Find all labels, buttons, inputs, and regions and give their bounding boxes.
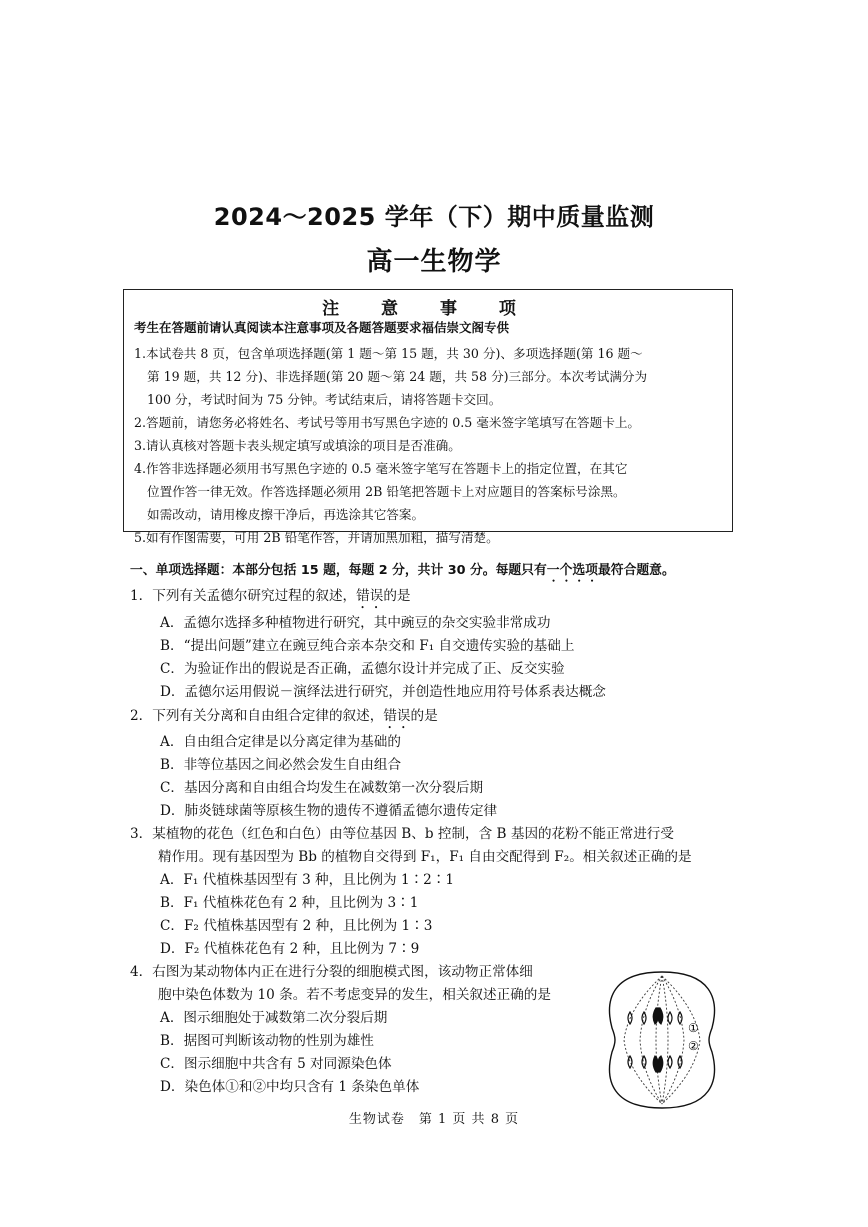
notice-item: 2.答题前，请您务必将姓名、考试号等用书写黑色字迹的 0.5 毫米签字笔填写在答题卡上。 bbox=[134, 415, 641, 430]
label-2: ② bbox=[688, 1039, 699, 1053]
question-3-stem-line2: 精作用。现有基因型为 Bb 的植物自交得到 F₁，F₁ 自由交配得到 F₂。相关叙述正确的是 bbox=[158, 849, 692, 865]
chromosomes-lower bbox=[628, 1056, 682, 1072]
q2-option-d: D．肺炎链球菌等原核生物的遗传不遵循孟德尔遗传定律 bbox=[160, 803, 498, 819]
question-4-stem-line1: 4．右图为某动物体内正在进行分裂的细胞模式图，该动物正常体细 bbox=[130, 964, 533, 980]
q2-option-b: B．非等位基因之间必然会发生自由组合 bbox=[160, 757, 402, 773]
notice-item: 1.本试卷共 8 页，包含单项选择题(第 1 题～第 15 题，共 30 分)、多项选择题(第 16 题～ bbox=[134, 346, 643, 361]
label-1: ① bbox=[688, 1021, 699, 1035]
q1-option-c: C．为验证作出的假说是否正确，孟德尔设计并完成了正、反交实验 bbox=[160, 661, 565, 677]
page-footer: 生物试卷 第 1 页 共 8 页 bbox=[348, 1112, 520, 1127]
notice-item: 5.如有作图需要，可用 2B 铅笔作答，并请加黑加粗，描写清楚。 bbox=[134, 530, 499, 545]
question-2-stem: 2．下列有关分离和自由组合定律的叙述，错误的是 bbox=[130, 708, 438, 724]
notice-subheading: 考生在答题前请认真阅读本注意事项及各题答题要求福佶崇文阁专供 bbox=[134, 320, 510, 335]
q3-option-a: A．F₁ 代植株基因型有 3 种，且比例为 1∶2∶1 bbox=[160, 872, 455, 888]
question-1-stem: 1．下列有关孟德尔研究过程的叙述，错误的是 bbox=[130, 588, 411, 604]
notice-box bbox=[123, 289, 733, 545]
exam-subject: 高一生物学 bbox=[366, 247, 502, 277]
notice-item: 100 分，考试时间为 75 分钟。考试结束后，请将答题卡交回。 bbox=[147, 392, 502, 407]
cell-division-figure bbox=[600, 968, 724, 1112]
section-heading: 一、单项选择题：本部分包括 15 题，每题 2 分，共计 30 分。每题只有一个选项最符合题意。 bbox=[130, 563, 675, 578]
q1-option-b: B．“提出问题”建立在豌豆纯合亲本杂交和 F₁ 自交遗传实验的基础上 bbox=[160, 638, 575, 654]
notice-heading: 注 意 事 项 bbox=[322, 299, 534, 319]
exam-title: 2024～2025 学年（下）期中质量监测 bbox=[213, 203, 655, 231]
question-3-stem-line1: 3．某植物的花色（红色和白色）由等位基因 B、b 控制，含 B 基因的花粉不能正常进行受 bbox=[130, 826, 674, 842]
chromosomes-upper bbox=[628, 1008, 682, 1024]
q3-option-d: D．F₂ 代植株花色有 2 种，且比例为 7∶9 bbox=[160, 941, 420, 957]
q3-option-b: B．F₁ 代植株花色有 2 种，且比例为 3∶1 bbox=[160, 895, 419, 911]
q2-option-c: C．基因分离和自由组合均发生在减数第一次分裂后期 bbox=[160, 780, 484, 796]
q1-option-d: D．孟德尔运用假说－演绎法进行研究，并创造性地应用符号体系表达概念 bbox=[160, 684, 606, 700]
section-emphasis: 一个选项 bbox=[546, 563, 598, 578]
notice-item: 3.请认真核对答题卡表头规定填写或填涂的项目是否准确。 bbox=[134, 438, 461, 453]
q4-option-b: B．据图可判断该动物的性别为雄性 bbox=[160, 1033, 374, 1049]
notice-item: 位置作答一律无效。作答选择题必须用 2B 铅笔把答题卡上对应题目的答案标号涂黑。 bbox=[147, 484, 626, 499]
q1-option-a: A．孟德尔选择多种植物进行研究，其中豌豆的杂交实验非常成功 bbox=[160, 615, 551, 631]
q3-option-c: C．F₂ 代植株基因型有 2 种，且比例为 1∶3 bbox=[160, 918, 433, 934]
notice-item: 第 19 题，共 12 分)、非选择题(第 20 题～第 24 题，共 58 分)三部分。本次考试满分为 bbox=[147, 369, 648, 384]
notice-item: 4.作答非选择题必须用书写黑色字迹的 0.5 毫米签字笔写在答题卡上的指定位置，在其它 bbox=[134, 461, 628, 476]
q2-option-a: A．自由组合定律是以分离定律为基础的 bbox=[160, 734, 401, 750]
q4-option-d: D．染色体①和②中均只含有 1 条染色单体 bbox=[160, 1079, 420, 1095]
q4-option-a: A．图示细胞处于减数第二次分裂后期 bbox=[160, 1010, 388, 1026]
notice-item: 如需改动，请用橡皮擦干净后，再选涂其它答案。 bbox=[147, 507, 425, 522]
question-4-stem-line2: 胞中染色体数为 10 条。若不考虑变异的发生，相关叙述正确的是 bbox=[158, 987, 551, 1003]
q4-option-c: C．图示细胞中共含有 5 对同源染色体 bbox=[160, 1056, 392, 1072]
